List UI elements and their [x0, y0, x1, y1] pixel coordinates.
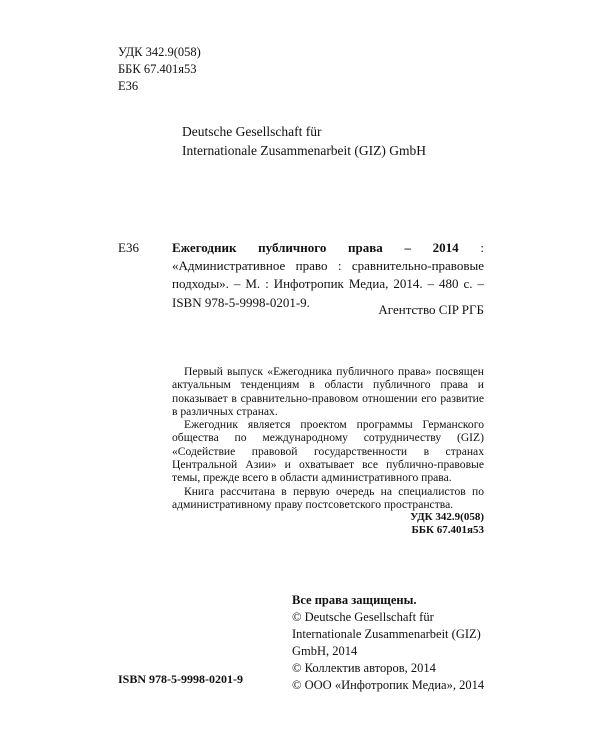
copyright-line: © ООО «Инфотропик Медиа», 2014	[292, 678, 485, 692]
author-sign: Е36	[118, 79, 139, 93]
annotation-paragraph: Первый выпуск «Ежегодника публичного права» посвящен актуальным тенденциям в области публичного права и показывает в сравнительно-правовом отношении его развитие в различных странах.	[172, 365, 484, 418]
publisher-block	[182, 122, 426, 160]
copyright-line: © Коллектив авторов, 2014	[292, 661, 436, 675]
isbn: ISBN 978-5-9998-0201-9	[118, 672, 243, 686]
publisher-line-2: Internationale Zusammenarbeit (GIZ) GmbH	[182, 143, 427, 158]
publisher-line-1: Deutsche Gesellschaft für	[182, 124, 322, 139]
annotation-paragraph: Книга рассчитана в первую очередь на специалистов по административному праву постсоветского пространства.	[172, 484, 484, 511]
copyright-line: GmbH, 2014	[292, 644, 358, 658]
copyright-block	[292, 592, 492, 694]
copyright-line: Internationale Zusammenarbeit (GIZ)	[292, 627, 481, 641]
catalog-title: Ежегодник публичного права – 2014	[172, 240, 459, 255]
annotation	[172, 365, 484, 537]
annotation-paragraph: Ежегодник является проектом программы Германского общества по международному сотрудничеству (GIZ) «Содействие правовой государственности в странах Центральной Азии» и охватывает все публично-правовые темы, прежде всего в области административного права.	[172, 418, 484, 485]
bbk-code: ББК 67.401я53	[118, 62, 197, 76]
cip-agency: Агентство CIP РГБ	[378, 302, 484, 317]
rights-reserved: Все права защищены.	[292, 593, 417, 607]
classification-codes	[118, 44, 201, 95]
annotation-bbk: ББК 67.401я53	[411, 524, 484, 537]
catalog-author-sign: Е36	[118, 240, 139, 255]
udk-code: УДК 342.9(058)	[118, 45, 201, 59]
catalog-description: : «Административное право : сравнительно-правовые подходы». – М. : Инфотропик Медиа, 2014. – 480 с. – ISBN 978-5-9998-0201-9.	[172, 240, 484, 310]
annotation-udk: УДК 342.9(058)	[410, 511, 484, 524]
copyright-line: © Deutsche Gesellschaft für	[292, 610, 434, 624]
